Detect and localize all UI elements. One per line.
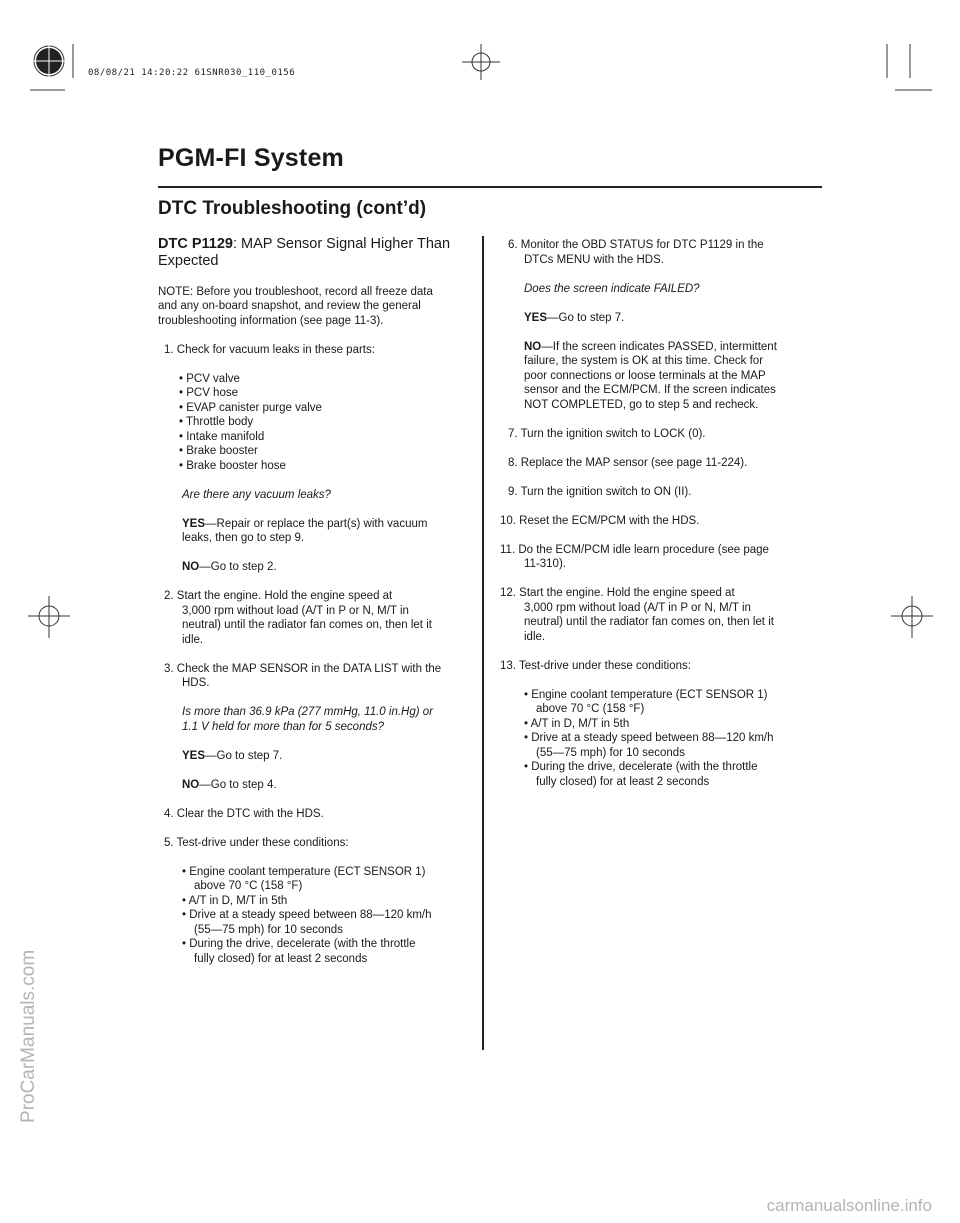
step-3-cont: HDS.: [182, 677, 210, 689]
question-3-cont: 1.1 V held for more than for 5 seconds?: [182, 720, 385, 733]
dtc-heading: [158, 236, 470, 253]
question-1: Are there any vacuum leaks?: [182, 488, 331, 501]
step-2-cont: 3,000 rpm without load (A/T in P or N, M/T in: [182, 604, 409, 617]
part-item: • PCV valve: [179, 372, 240, 385]
section-title: DTC Troubleshooting (cont’d): [158, 198, 427, 219]
answer-no-cont: sensor and the ECM/PCM. If the screen indicates: [524, 384, 776, 396]
part-item: • PCV hose: [179, 387, 238, 399]
step-12-cont: neutral) until the radiator fan comes on, then let it: [524, 616, 774, 628]
step-8: 8. Replace the MAP sensor (see page 11-224).: [508, 456, 748, 469]
step-2: 2. Start the engine. Hold the engine speed at: [164, 590, 393, 602]
answer-no-cont: NOT COMPLETED, go to step 5 and recheck.: [524, 398, 759, 411]
note-line: troubleshooting information (see page 11-3).: [158, 314, 384, 327]
dtc-description-line2: Expected: [158, 253, 219, 269]
header-rule: [158, 186, 822, 188]
step-10: 10. Reset the ECM/PCM with the HDS.: [500, 514, 700, 527]
print-timestamp: 08/08/21 14:20:22 61SNR030_110_0156: [88, 68, 296, 78]
step-6: 6. Monitor the OBD STATUS for DTC P1129 in the: [508, 239, 764, 251]
condition-item-cont: above 70 °C (158 °F): [194, 880, 303, 892]
answer-no-cont: poor connections or loose terminals at the MAP: [524, 369, 766, 382]
condition-item-cont: (55—75 mph) for 10 seconds: [194, 923, 343, 936]
step-1: 1. Check for vacuum leaks in these parts:: [164, 343, 375, 356]
condition-item: • Engine coolant temperature (ECT SENSOR 1): [524, 688, 768, 701]
condition-item: • A/T in D, M/T in 5th: [182, 894, 288, 907]
condition-item-cont: fully closed) for at least 2 seconds: [536, 775, 710, 788]
answer-no: NO—Go to step 4.: [182, 778, 277, 791]
answer-no-cont: failure, the system is OK at this time. Check for: [524, 355, 764, 367]
part-item: • Brake booster hose: [179, 459, 286, 472]
left-column: [158, 236, 470, 966]
answer-no: NO—If the screen indicates PASSED, intermittent: [524, 340, 777, 353]
step-5: 5. Test-drive under these conditions:: [164, 836, 349, 849]
part-item: • Intake manifold: [179, 430, 265, 443]
side-watermark: ProCarManuals.com: [18, 949, 39, 1123]
condition-item: • Drive at a steady speed between 88—120 km/h: [524, 732, 774, 744]
column-divider: [482, 236, 484, 1050]
answer-yes: YES—Go to step 7.: [524, 311, 625, 324]
note-line: NOTE: Before you troubleshoot, record all freeze data: [158, 285, 433, 298]
step-2-cont: neutral) until the radiator fan comes on, then let it: [182, 619, 432, 631]
right-column: [500, 238, 818, 789]
step-11-cont: 11-310).: [524, 558, 566, 570]
step-2-cont: idle.: [182, 633, 204, 646]
note-line: and any on-board snapshot, and review the general: [158, 300, 421, 312]
question-6: Does the screen indicate FAILED?: [524, 282, 700, 295]
condition-item-cont: above 70 °C (158 °F): [536, 703, 645, 715]
condition-item: • Drive at a steady speed between 88—120 km/h: [182, 909, 432, 921]
step-12-cont: 3,000 rpm without load (A/T in P or N, M/T in: [524, 601, 751, 614]
dtc-description: : MAP Sensor Signal Higher Than: [232, 236, 451, 252]
part-item: • Brake booster: [179, 445, 258, 457]
step-3: 3. Check the MAP SENSOR in the DATA LIST with the: [164, 662, 442, 675]
step-11: 11. Do the ECM/PCM idle learn procedure (see page: [500, 543, 769, 556]
condition-item-cont: (55—75 mph) for 10 seconds: [536, 746, 685, 759]
footer-watermark: carmanualsonline.info: [766, 1196, 932, 1215]
step-6-cont: DTCs MENU with the HDS.: [524, 253, 664, 266]
step-13: 13. Test-drive under these conditions:: [500, 659, 691, 672]
step-12-cont: idle.: [524, 630, 546, 643]
condition-item: • During the drive, decelerate (with the throttle: [524, 761, 758, 773]
answer-yes: YES—Go to step 7.: [182, 749, 283, 762]
dtc-code: DTC P1129: [158, 236, 233, 252]
step-7: 7. Turn the ignition switch to LOCK (0).: [508, 427, 706, 440]
step-9: 9. Turn the ignition switch to ON (II).: [508, 485, 692, 498]
page-title: PGM-FI System: [158, 144, 344, 172]
condition-item: • During the drive, decelerate (with the throttle: [182, 938, 416, 950]
answer-yes: YES—Repair or replace the part(s) with vacuum: [182, 517, 428, 530]
answer-yes-cont: leaks, then go to step 9.: [182, 532, 305, 544]
question-3: Is more than 36.9 kPa (277 mmHg, 11.0 in.Hg) or: [182, 706, 433, 718]
step-12: 12. Start the engine. Hold the engine speed at: [500, 587, 735, 599]
condition-item: • A/T in D, M/T in 5th: [524, 717, 630, 730]
part-item: • Throttle body: [179, 416, 254, 428]
answer-no: NO—Go to step 2.: [182, 561, 277, 573]
part-item: • EVAP canister purge valve: [179, 401, 322, 414]
step-4: 4. Clear the DTC with the HDS.: [164, 807, 324, 820]
condition-item: • Engine coolant temperature (ECT SENSOR 1): [182, 865, 426, 878]
condition-item-cont: fully closed) for at least 2 seconds: [194, 952, 368, 965]
